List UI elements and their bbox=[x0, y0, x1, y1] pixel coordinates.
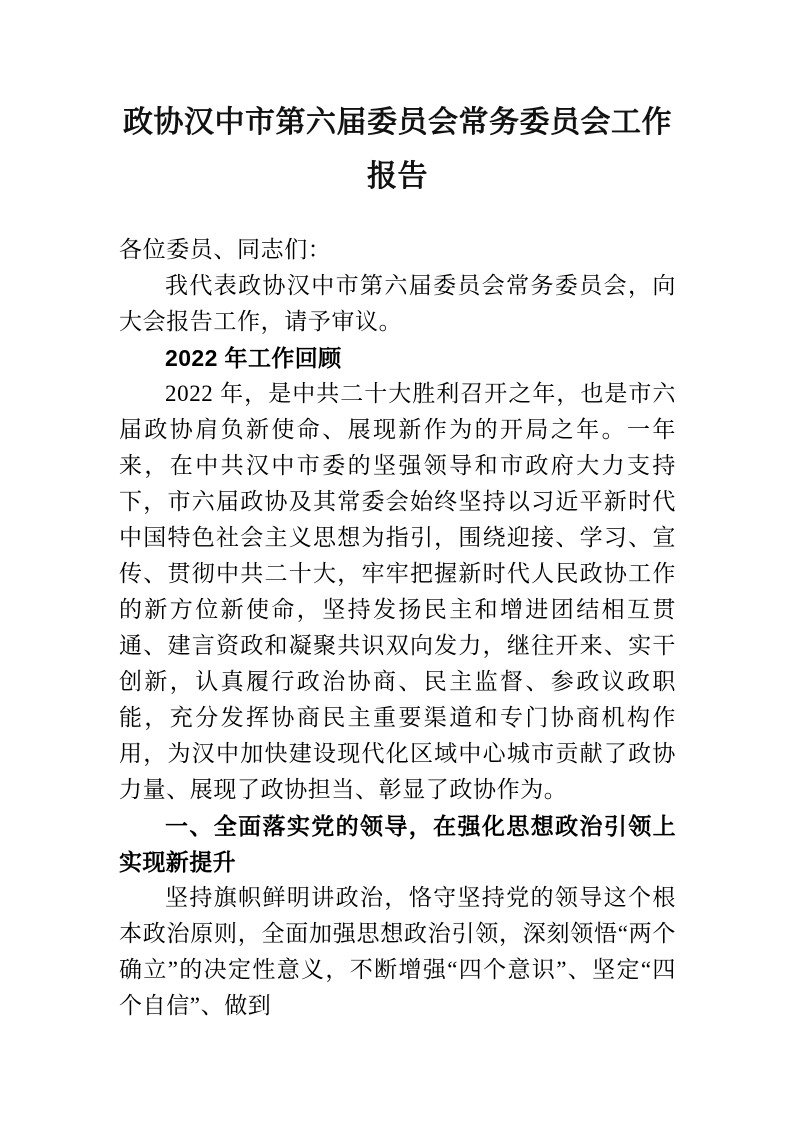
section-heading-one: 一、全面落实党的领导，在强化思想政治引领上实现新提升 bbox=[119, 813, 676, 875]
page-title-line-1: 政协汉中市第六届委员会常务委员会工作 bbox=[123, 106, 672, 139]
document-body bbox=[119, 96, 676, 1024]
intro-paragraph: 我代表政协汉中市第六届委员会常务委员会，向大会报告工作，请予审议。 bbox=[119, 273, 676, 334]
page-title bbox=[119, 96, 676, 204]
section-heading-2022-review: 2022 年工作回顾 bbox=[165, 345, 342, 371]
review-paragraph: 2022 年，是中共二十大胜利召开之年，也是市六届政协肩负新使命、展现新作为的开局之年。一年来，在中共汉中市委的坚强领导和市政府大力支持下，市六届政协及其常委会始终坚持以习近平新时代中国特色社会主义思想为指引，围绕迎接、学习、宣传、贯彻中共二十大，牢牢把握新时代人民政协工作的新方位新使命，坚持发扬民主和增进团结相互贯通、建言资政和凝聚共识双向发力，继往开来、实干创新，认真履行政治协商、民主监督、参政议政职能，充分发挥协商民主重要渠道和专门协商机构作用，为汉中加快建设现代化区域中心城市贡献了政协力量、展现了政协担当、彰显了政协作为。 bbox=[119, 381, 676, 802]
page-title-line-2: 报告 bbox=[367, 160, 428, 193]
salutation-line: 各位委员、同志们： bbox=[119, 237, 332, 262]
section-one-paragraph: 坚持旗帜鲜明讲政治，恪守坚持党的领导这个根本政治原则，全面加强思想政治引领，深刻领悟“两个确立”的决定性意义，不断增强“四个意识”、坚定“四个自信”、做到 bbox=[119, 885, 676, 1018]
